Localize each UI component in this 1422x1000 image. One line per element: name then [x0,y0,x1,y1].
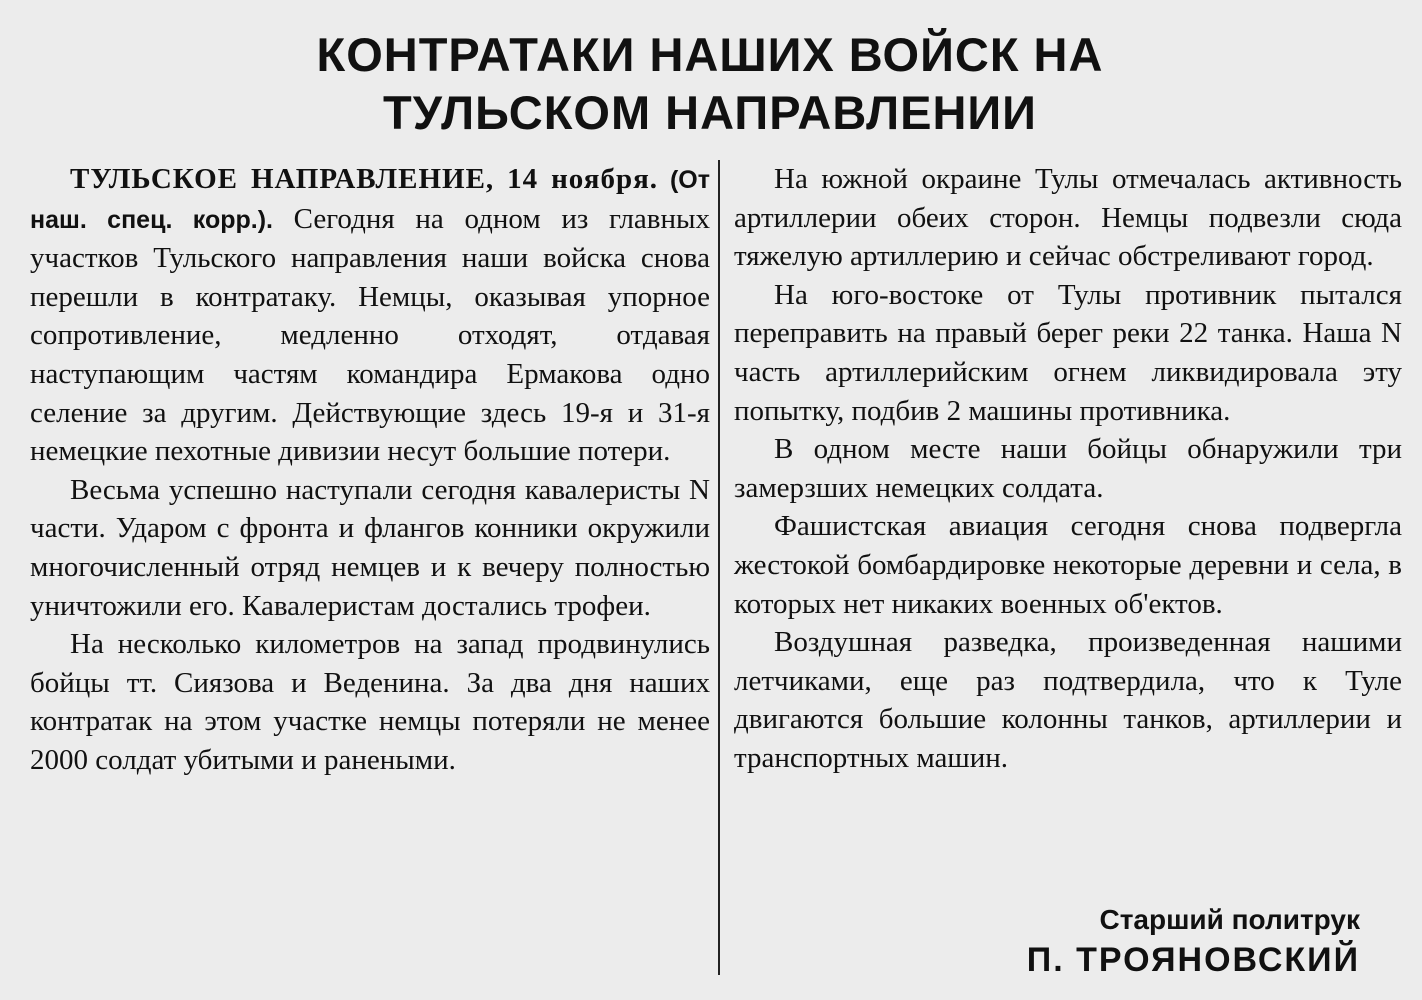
right-paragraph-2: На юго-востоке от Тулы противник пытался переправить на правый берег реки 22 танка. Наша N часть артиллерийским огнем ликвидировала эту попытку, подбив 2 машины противника. [734,278,1402,427]
left-paragraph-2: Весьма успешно наступали сегодня кавалеристы N части. Ударом с фронта и флангов конники окружили многочисленный отряд немцев и к вечеру полностью уничтожили его. Кавалеристам достались трофеи. [30,473,710,622]
headline-line-2: ТУЛЬСКОМ НАПРАВЛЕНИИ [383,86,1037,139]
dateline: ТУЛЬСКОЕ НАПРАВЛЕНИЕ, 14 ноября. [70,163,659,195]
right-paragraph-5: Воздушная разведка, произведенная нашими летчиками, еще раз подтвердила, что к Туле двигаются большие колонны танков, артиллерии и транспортных машин. [734,626,1402,774]
left-paragraph-3: На несколько километров на запад продвинулись бойцы тт. Сиязова и Веденина. За два дня наших контратак на этом участке немцы потеряли не менее 2000 солдат убитыми и ранеными. [30,628,710,776]
column-divider [718,160,720,975]
author-signature [1020,902,1360,982]
article-headline [240,26,1180,142]
author-rank: Старший политрук [1099,904,1360,935]
right-column [734,160,1402,778]
left-paragraph-1-text: Сегодня на одном из главных участков Тульского направления наши войска снова перешли в контратаку. Немцы, оказывая упорное сопротивление, медленно отходят, отдавая наступающим частям командира Ермакова одно селение за другим. Действующие здесь 19-я и 31-я немецкие пехотные дивизии несут большие потери. [30,202,710,468]
left-paragraph-1 [30,160,710,471]
correspondent-credit: (От наш. спец. корр.). [30,166,710,234]
right-paragraph-4: Фашистская авиация сегодня снова подвергла жестокой бомбардировке некоторые деревни и села, в которых нет никаких военных об'ектов. [734,510,1402,620]
right-paragraph-1: На южной окраине Тулы отмечалась активность артиллерии обеих сторон. Немцы подвезли сюда тяжелую артиллерию и сейчас обстреливают город. [734,163,1402,273]
right-paragraph-3: В одном месте наши бойцы обнаружили три замерзших немецких солдата. [734,433,1402,504]
left-column [30,160,710,780]
author-name: П. ТРОЯНОВСКИЙ [1026,941,1360,979]
headline-line-1: КОНТРАТАКИ НАШИХ ВОЙСК НА [316,28,1104,81]
